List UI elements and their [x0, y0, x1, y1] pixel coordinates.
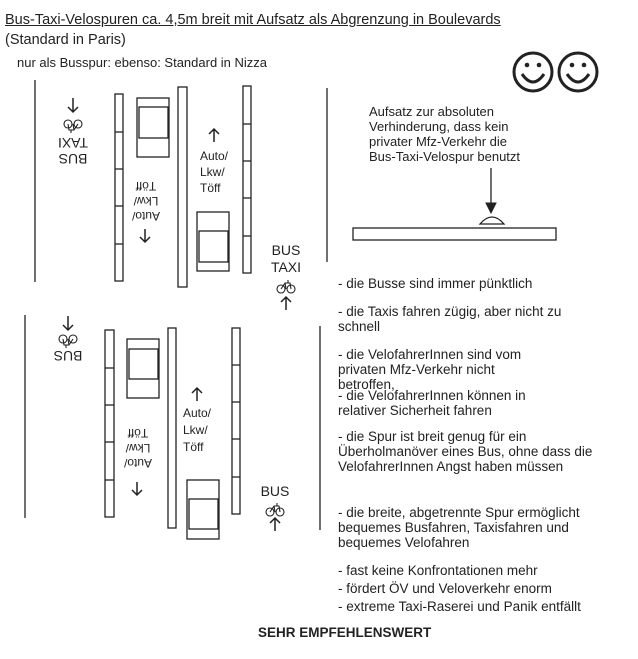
smiley-icon — [514, 53, 552, 91]
lane-barrier — [115, 94, 123, 281]
arrow-down-icon — [486, 168, 496, 213]
bicycle-icon — [59, 335, 77, 348]
bullet-item: - die VelofahrerInnen sind vom privaten Mfz-Verkehr nicht betroffen, — [338, 347, 522, 392]
bicycle-icon — [64, 120, 82, 133]
arrow-down-icon — [140, 229, 150, 242]
bullet-item: - die Taxis fahren zügig, aber nicht zu schnell — [338, 304, 562, 334]
car — [187, 480, 219, 539]
bullet-item: - fast keine Konfrontationen mehr — [338, 563, 538, 578]
lane-barrier — [243, 86, 251, 273]
lane-label: BUS — [260, 483, 290, 499]
lane-label: Auto/ Lkw/ Töff — [123, 426, 153, 470]
bullet-item: - die breite, abgetrennte Spur ermöglicht bequemes Busfahren, Taxisfahren und bequemes Velofahren — [338, 505, 580, 550]
page-title: Bus-Taxi-Velospuren ca. 4,5m breit mit Aufsatz als Abgrenzung in Boulevards — [5, 12, 501, 28]
lane-label: Auto/ Lkw/ Töff — [183, 406, 212, 454]
lane-label: BUS TAXI — [57, 135, 89, 167]
bullet-item: - extreme Taxi-Raserei und Panik entfällt — [338, 599, 581, 614]
lane-label: Auto/ Lkw/ Töff — [131, 179, 161, 223]
car — [127, 339, 159, 398]
bicycle-icon — [266, 503, 284, 516]
lane-label: BUS TAXI — [270, 242, 302, 275]
bullet-item: - die Spur ist breit genug für ein Überholmanöver eines Bus, ohne dass die VelofahrerInnen Angst haben müssen — [338, 429, 593, 474]
bicycle-icon — [277, 280, 295, 293]
bullet-item: - die Busse sind immer pünktlich — [338, 276, 533, 291]
smiley-icon — [559, 53, 597, 91]
conclusion: SEHR EMPFEHLENSWERT — [258, 625, 432, 640]
lane-label: Auto/ Lkw/ Töff — [200, 149, 229, 195]
arrow-up-icon — [281, 297, 291, 310]
median-barrier — [178, 87, 187, 287]
kerb-bump — [480, 217, 504, 224]
arrow-up-icon — [270, 518, 280, 531]
arrow-up-icon — [192, 388, 202, 401]
lane-label: BUS — [53, 348, 83, 364]
kerb-slab — [353, 228, 556, 240]
note: nur als Busspur: ebenso: Standard in Nizza — [17, 55, 268, 70]
median-barrier — [168, 328, 176, 528]
lane-barrier — [105, 330, 114, 517]
subtitle: (Standard in Paris) — [5, 32, 126, 48]
lane-barrier — [232, 328, 240, 514]
kerb-annotation: Aufsatz zur absoluten Verhinderung, dass kein privater Mfz-Verkehr die Bus-Taxi-Velospur benutzt — [369, 104, 521, 164]
bullet-item: - fördert ÖV und Veloverkehr enorm — [338, 581, 552, 596]
arrow-up-icon — [209, 129, 219, 142]
arrow-down-icon — [63, 316, 73, 330]
arrow-down-icon — [68, 98, 78, 112]
arrow-down-icon — [132, 482, 142, 495]
bullet-item: - die VelofahrerInnen können in relativer Sicherheit fahren — [338, 388, 526, 418]
